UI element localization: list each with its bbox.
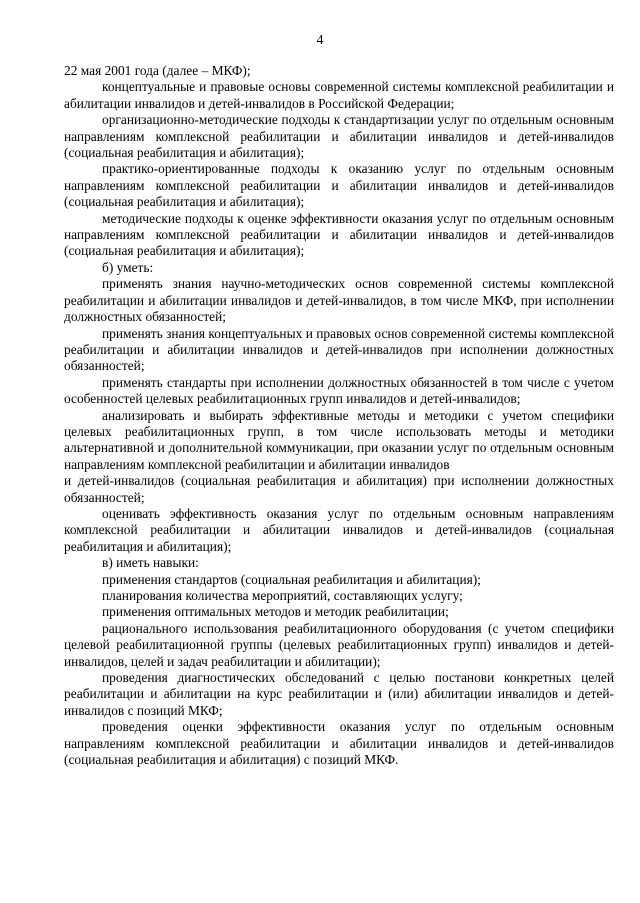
paragraph: концептуальные и правовые основы современной системы комплексной реабилитации и абилитации инвалидов и детей-инвалидов в Российской Федерации; (64, 79, 614, 111)
paragraph: методические подходы к оценке эффективности оказания услуг по отдельным основным направлениям комплексной реабилитации и абилитации инвалидов и детей-инвалидов (социальная реабилитация и абилитация); (64, 210, 614, 259)
paragraph: применять стандарты при исполнении должностных обязанностей в том числе с учетом особенностей целевых реабилитационных групп инвалидов и детей-инвалидов; (64, 374, 614, 407)
paragraph: применять знания научно-методических основ современной системы комплексной реабилитации и абилитации инвалидов и детей-инвалидов, в том числе МКФ, при исполнении должностных обязанностей; (64, 276, 614, 325)
paragraph: применять знания концептуальных и правовых основ современной системы комплексной реабилитации и абилитации инвалидов и детей-инвалидов при исполнении должностных обязанностей; (64, 325, 614, 374)
paragraph: применения оптимальных методов и методик реабилитации; (102, 604, 449, 620)
paragraph: рационального использования реабилитационного оборудования (с учетом специфики целевой реабилитационной группы (целевых реабилитационных групп) инвалидов и детей-инвалидов, целей и задач реабилитации и абилитации); (64, 620, 614, 669)
paragraph: практико-ориентированные подходы к оказанию услуг по отдельным основным направлениям комплексной реабилитации и абилитации инвалидов и детей-инвалидов (социальная реабилитация и абилитация); (64, 161, 614, 210)
paragraph: планирования количества мероприятий, составляющих услугу; (102, 588, 463, 603)
page-number: 4 (316, 33, 324, 48)
paragraph: и детей-инвалидов (социальная реабилитация и абилитация) при исполнении должностных обязанностей; (64, 473, 614, 505)
paragraph: организационно-методические подходы к стандартизации услуг по отдельным основным направлениям комплексной реабилитации и абилитации инвалидов и детей-инвалидов (социальная реабилитация и абилитация); (64, 112, 614, 161)
paragraph: в) иметь навыки: (102, 555, 199, 571)
paragraph: анализировать и выбирать эффективные методы и методики с учетом специфики целевых реабилитационных групп, в том числе использовать методы и методики альтернативной и дополнительной коммуникации, при оказании услуг по отдельным основным направлениям комплексной реабилитации и абилитации инвалидов (64, 407, 614, 472)
paragraph: проведения диагностических обследований с целью постанови конкретных целей реабилитации и абилитации на курс реабилитации и (или) абилитации инвалидов и детей-инвалидов с позиций МКФ; (64, 670, 614, 718)
paragraph: проведения оценки эффективности оказания услуг по отдельным основным направлениям комплексной реабилитации и абилитации инвалидов и детей-инвалидов (социальная реабилитация и абилитация) с позиций МКФ. (64, 719, 614, 768)
paragraph: оценивать эффективность оказания услуг по отдельным основным направлениям комплексной реабилитации и абилитации инвалидов и детей-инвалидов (социальная реабилитация и абилитация); (64, 505, 614, 554)
document-body (64, 63, 614, 768)
paragraph: 22 мая 2001 года (далее – МКФ); (64, 63, 251, 78)
paragraph: применения стандартов (социальная реабилитация и абилитация); (102, 571, 481, 587)
paragraph: б) уметь: (102, 259, 154, 275)
